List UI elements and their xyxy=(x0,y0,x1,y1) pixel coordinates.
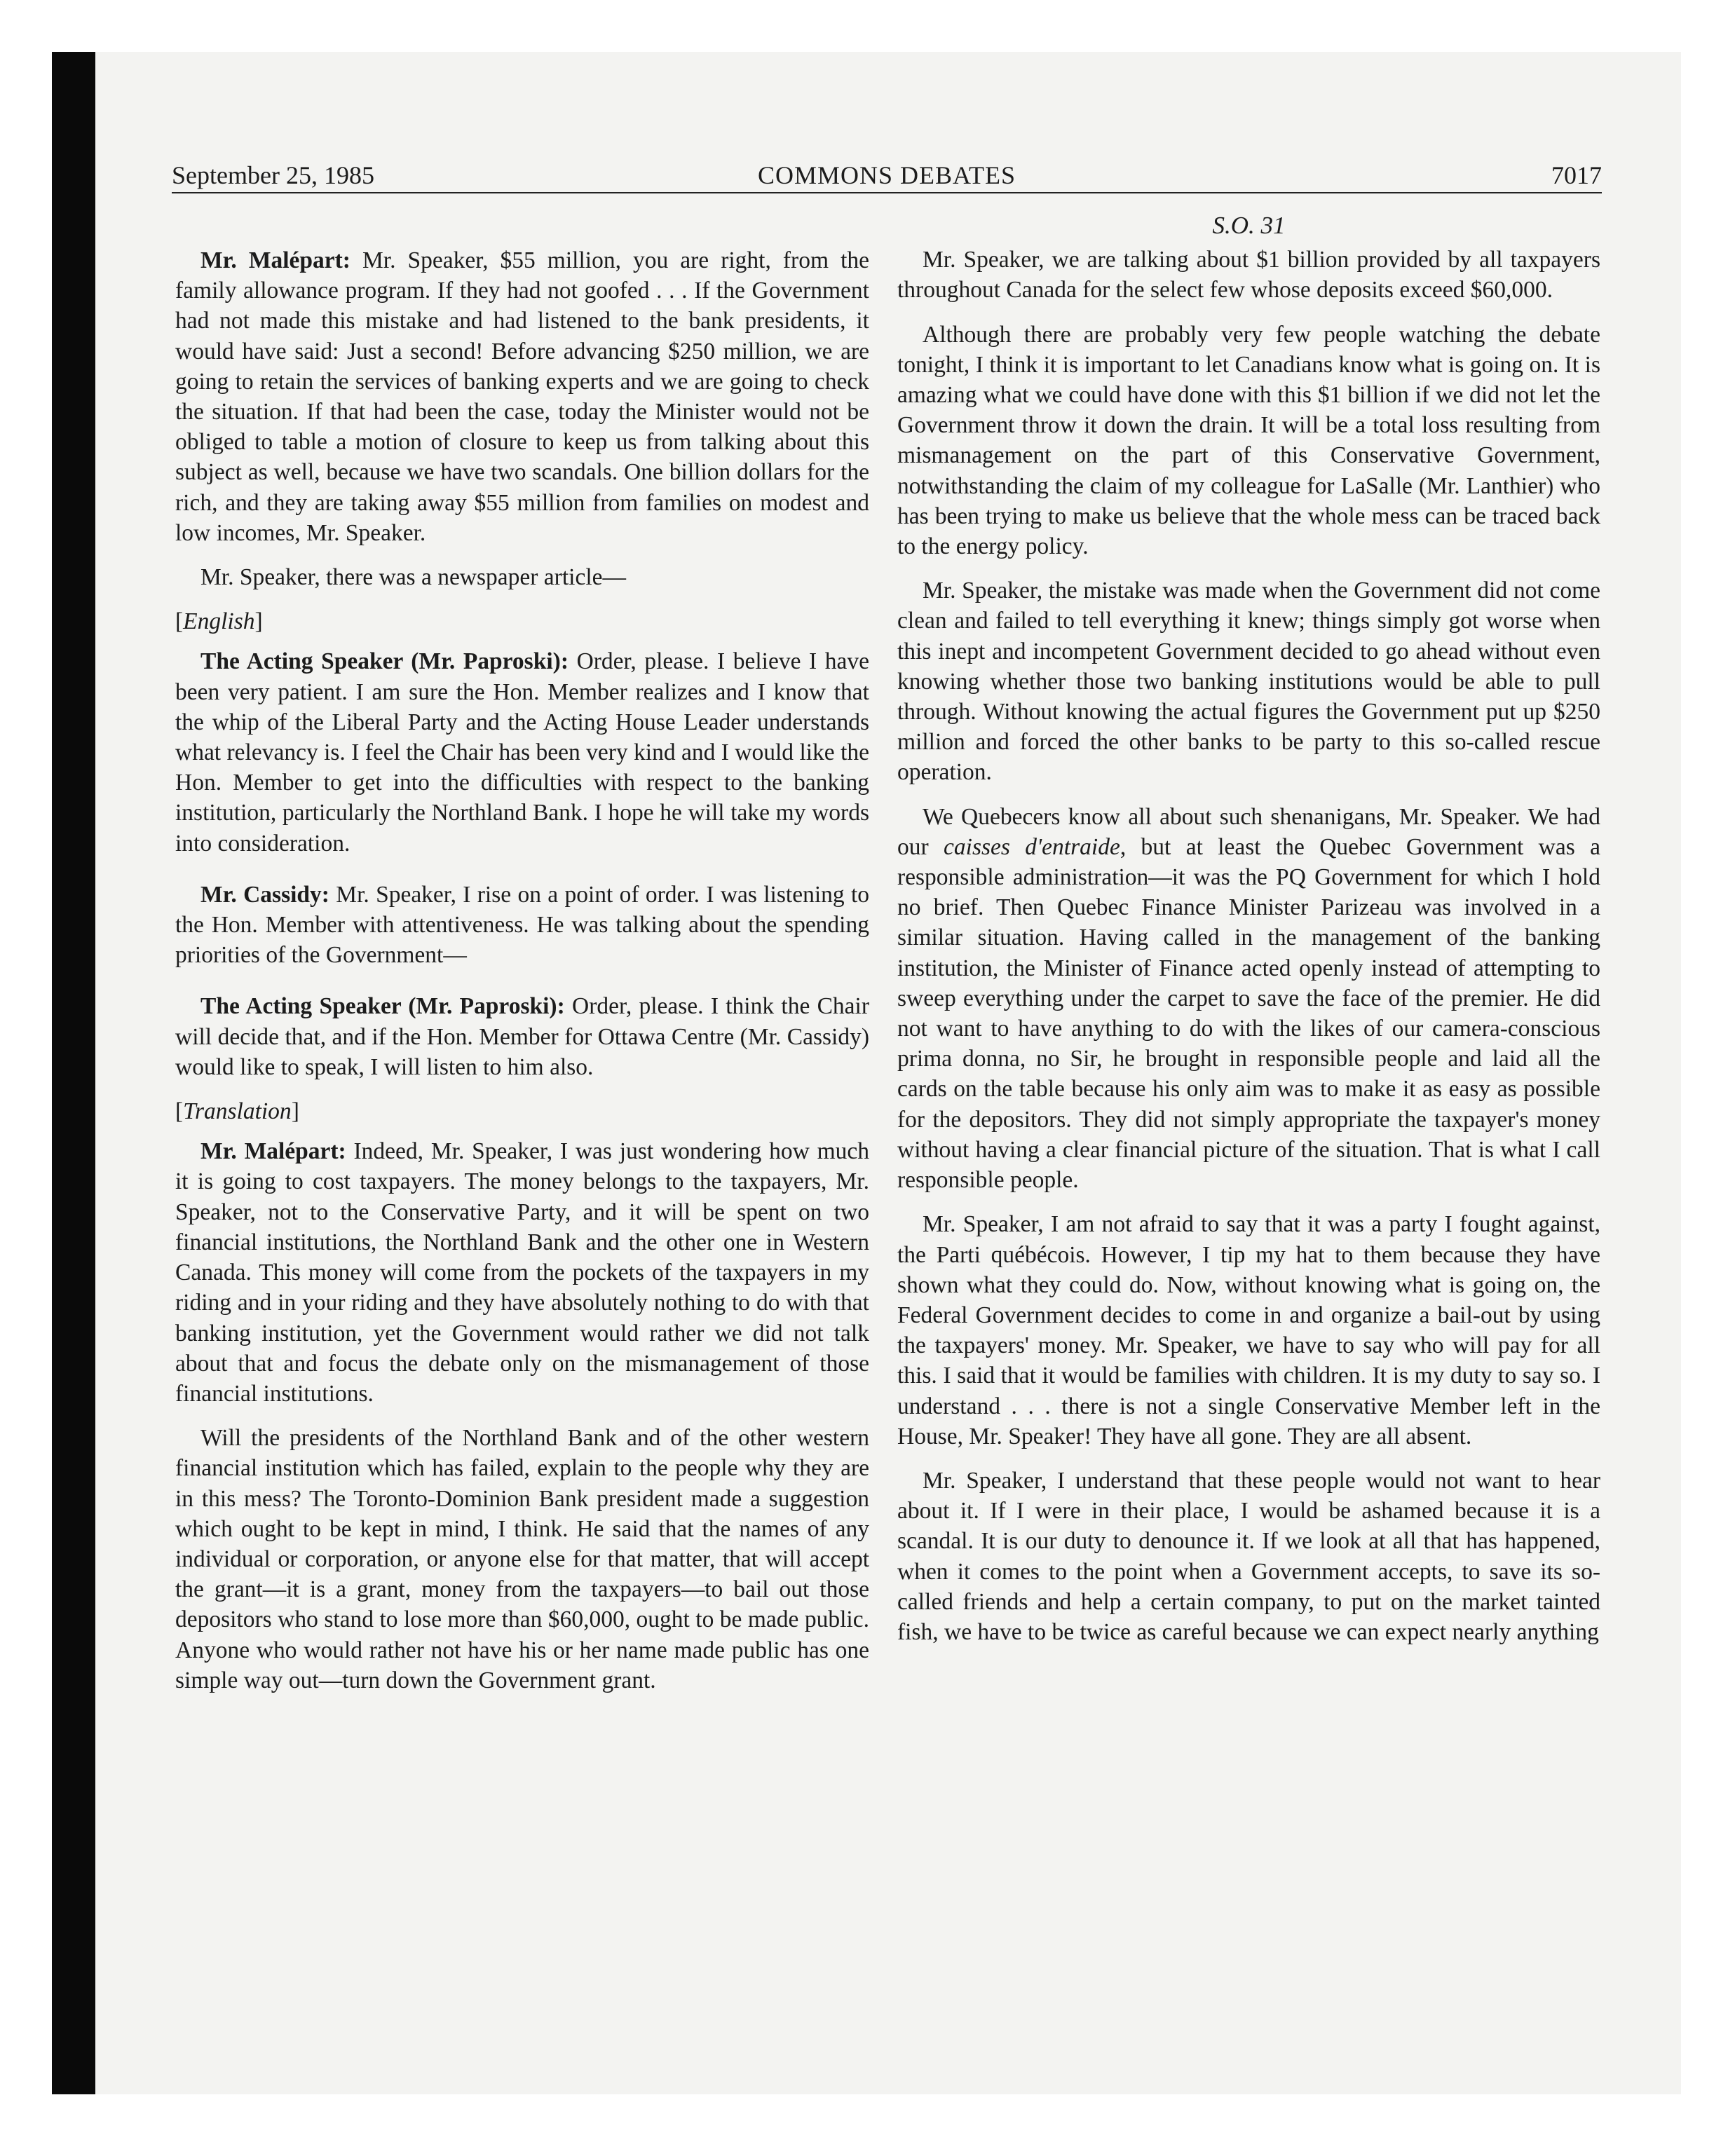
left-column xyxy=(175,245,869,1710)
page-number: 7017 xyxy=(1551,161,1602,189)
scan-edge xyxy=(52,52,95,2094)
speaker-name: Mr. Malépart: xyxy=(200,1138,346,1165)
speaker-name: The Acting Speaker (Mr. Paproski): xyxy=(200,993,565,1020)
speaker-name: Mr. Cassidy: xyxy=(200,881,329,908)
paragraph xyxy=(897,320,1600,562)
paragraph xyxy=(175,562,869,592)
paragraph xyxy=(897,1209,1600,1452)
speech-text: Mr. Speaker, I understand that these people would not want to hear about it. If I were in their place, I would be ashamed because it is a scandal. It is our duty to denounce it. If we look at all that has happened, when it comes to the point when a Government accepts, to save its so-called friends and help a certain company, to put on the market tainted fish, we have to be twice as careful because we can expect nearly anything xyxy=(897,1467,1600,1645)
header-title: COMMONS DEBATES xyxy=(757,161,1016,189)
paragraph xyxy=(897,245,1600,305)
header-rule xyxy=(172,192,1602,193)
speech-text: Order, please. I believe I have been very patient. I am sure the Hon. Member realizes and I know that the whip of the Liberal Party and the Acting House Leader understands what relevancy is. I feel the Chair has been very kind and I would like the Hon. Member to get into the difficulties with respect to the banking institution, particularly the Northland Bank. I hope he will take my words into consideration. xyxy=(175,648,870,857)
speech-text: Mr. Speaker, I am not afraid to say that it was a party I fought against, the Parti québécois. However, I tip my hat to them because they have shown what they could do. Now, without knowing what is going on, the Federal Government decides to come in and organize a bail-out by using the taxpayers' money. Mr. Speaker, we have to say who will pay for all this. I said that it would be families with children. It is my duty to say so. I understand . . . there is not a single Conservative Member left in the House, Mr. Speaker! They have all gone. They are all absent. xyxy=(897,1211,1600,1449)
paragraph xyxy=(897,575,1600,787)
language-label: English xyxy=(183,608,255,635)
speech-text: Order, please. I think the Chair will decide that, and if the Hon. Member for Ottawa Centre (Mr. Cassidy) would like to speak, I will listen to him also. xyxy=(175,993,870,1080)
paragraph xyxy=(175,1136,869,1409)
speech-text: We Quebecers know all about such shenanigans, Mr. Speaker. We had our xyxy=(897,803,1600,860)
paragraph xyxy=(897,1466,1600,1647)
speech-text: Indeed, Mr. Speaker, I was just wondering how much it is going to cost taxpayers. The money belongs to the taxpayers, Mr. Speaker, not to the Conservative Party, and it will be spent on two financial institutions, the Northland Bank and the other one in Western Canada. This money will come from the pockets of the taxpayers in my riding and in your riding and they have absolutely nothing to do with that banking institution, yet the Government would rather we did not talk about that and focus the debate only on the mismanagement of those financial institutions. xyxy=(175,1138,869,1407)
speech-text: Mr. Speaker, I rise on a point of order. I was listening to the Hon. Member with attentiveness. He was talking about the spending priorities of the Government— xyxy=(175,881,869,969)
speech-text: , but at least the Quebec Government was a responsible administration—it was the PQ Government for which I hold no brief. Then Quebec Finance Minister Parizeau was involved in a similar situation. Having called in the management of the banking institution, the Minister of Finance acted openly instead of attempting to sweep everything under the carpet to save the face of the premier. He did not want to have anything to do with the likes of our camera-conscious prima donna, no Sir, he brought in responsible people and laid all the cards on the table because his only aim was to make it as easy as possible for the depositors. They did not simply appropriate the taxpayer's money without having a clear financial picture of the situation. That is what I call responsible people. xyxy=(897,833,1600,1194)
speech-text: Mr. Speaker, there was a newspaper article— xyxy=(200,564,626,591)
paragraph xyxy=(175,245,869,548)
language-label: Translation xyxy=(183,1098,292,1125)
paragraph xyxy=(175,646,869,858)
language-marker: [Translation] xyxy=(175,1098,299,1125)
speech-text: Although there are probably very few people watching the debate tonight, I think it is important to let Canadians know what is going on. It is amazing what we could have done with this $1 billion if we did not let the Government throw it down the drain. It will be a total loss resulting from mismanagement on the part of this Conservative Government, notwithstanding the claim of my colleague for LaSalle (Mr. Lanthier) who has been trying to make us believe that the whole mess can be traced back to the energy policy. xyxy=(897,321,1600,560)
speech-text: Mr. Speaker, $55 million, you are right, from the family allowance program. If they had not goofed . . . If the Government had not made this mistake and had listened to the bank presidents, it would have said: Just a second! Before advancing $250 million, we are going to retain the services of banking experts and we are going to check the situation. If that had been the case, today the Minister would not be obliged to table a motion of closure to keep us from talking about this subject as well, because we have two scandals. One billion dollars for the rich, and they are taking away $55 million from families on modest and low incomes, Mr. Speaker. xyxy=(175,247,869,546)
speech-text: Will the presidents of the Northland Bank and of the other western financial institution which has failed, explain to the people why they are in this mess? The Toronto-Dominion Bank president made a suggestion which ought to be kept in mind, I think. He said that the names of any individual or corporation, or anyone else for that matter, that will accept the grant—it is a grant, money from the taxpayers—to bail out those depositors who stand to lose more than $60,000, ought to be made public. Anyone who would rather not have his or her name made public has one simple way out—turn down the Government grant. xyxy=(175,1425,869,1693)
speaker-name: Mr. Malépart: xyxy=(200,247,351,273)
italic-term: caisses d'entraide xyxy=(944,833,1120,860)
section-tag: S.O. 31 xyxy=(1212,212,1286,239)
speech-text: Mr. Speaker, we are talking about $1 billion provided by all taxpayers throughout Canada for the select few whose deposits exceed $60,000. xyxy=(897,247,1600,303)
language-marker: [English] xyxy=(175,608,263,635)
paragraph xyxy=(175,991,869,1082)
paragraph xyxy=(897,802,1600,1196)
header-date: September 25, 1985 xyxy=(172,161,374,189)
speaker-name: The Acting Speaker (Mr. Paproski): xyxy=(200,648,569,675)
speech-text: Mr. Speaker, the mistake was made when the Government did not come clean and failed to tell everything it knew; things simply got worse when this inept and incompetent Government decided to go ahead without even knowing whether those two banking institutions would be able to pull through. Without knowing the actual figures the Government put up $250 million and forced the other banks to be party to this so-called rescue operation. xyxy=(897,578,1600,786)
right-column xyxy=(897,212,1600,1661)
paragraph xyxy=(175,880,869,971)
paragraph xyxy=(175,1423,869,1696)
